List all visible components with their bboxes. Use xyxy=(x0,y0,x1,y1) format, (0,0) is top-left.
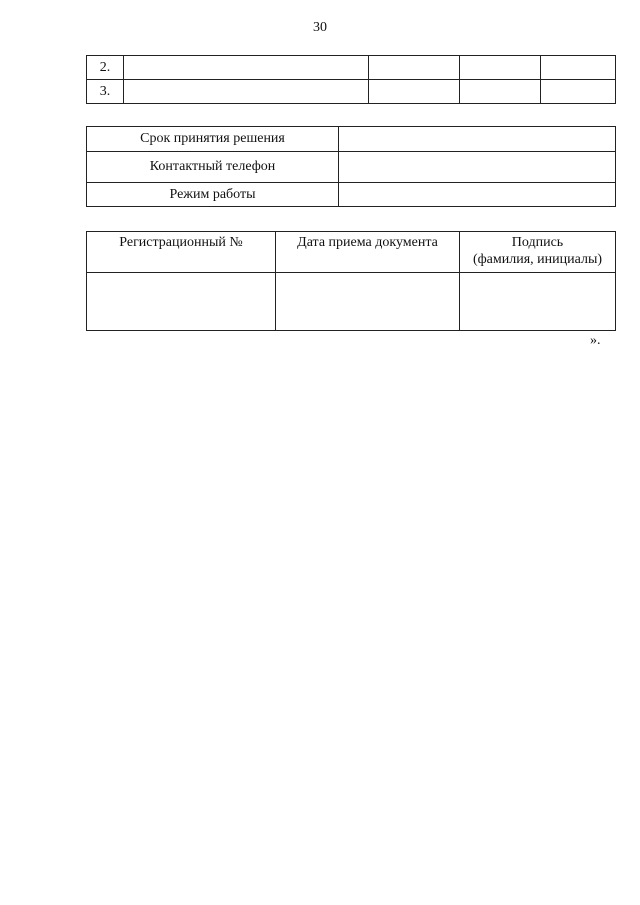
reg-number-cell xyxy=(87,273,276,331)
table-cell xyxy=(460,80,541,104)
date-header: Дата приема документа xyxy=(276,232,460,273)
table-row xyxy=(87,80,616,104)
decision-term-value xyxy=(339,127,616,152)
contact-phone-label: Контактный телефон xyxy=(87,152,339,183)
table-row xyxy=(87,273,616,331)
table-cell xyxy=(124,80,369,104)
table-cell xyxy=(541,56,616,80)
reg-number-header: Регистрационный № xyxy=(87,232,276,273)
signature-header xyxy=(460,232,616,273)
table-row xyxy=(87,127,616,152)
items-table xyxy=(86,55,616,104)
table-row xyxy=(87,56,616,80)
decision-term-label: Срок принятия решения xyxy=(87,127,339,152)
working-hours-label: Режим работы xyxy=(87,183,339,207)
table-cell xyxy=(369,56,460,80)
signature-cell xyxy=(460,273,616,331)
signature-header-line1: Подпись xyxy=(511,235,564,250)
table-row xyxy=(87,152,616,183)
table-row xyxy=(87,183,616,207)
table-header-row xyxy=(87,232,616,273)
table-cell xyxy=(124,56,369,80)
registration-table xyxy=(86,231,616,331)
table-cell xyxy=(541,80,616,104)
page-number: 30 xyxy=(313,20,327,35)
table-cell xyxy=(460,56,541,80)
row-number: 3. xyxy=(87,80,124,104)
row-number: 2. xyxy=(87,56,124,80)
closing-quote: ». xyxy=(590,333,601,348)
table-cell xyxy=(369,80,460,104)
info-table xyxy=(86,126,616,207)
date-cell xyxy=(276,273,460,331)
contact-phone-value xyxy=(339,152,616,183)
working-hours-value xyxy=(339,183,616,207)
signature-header-line2: (фамилия, инициалы) xyxy=(472,252,603,267)
